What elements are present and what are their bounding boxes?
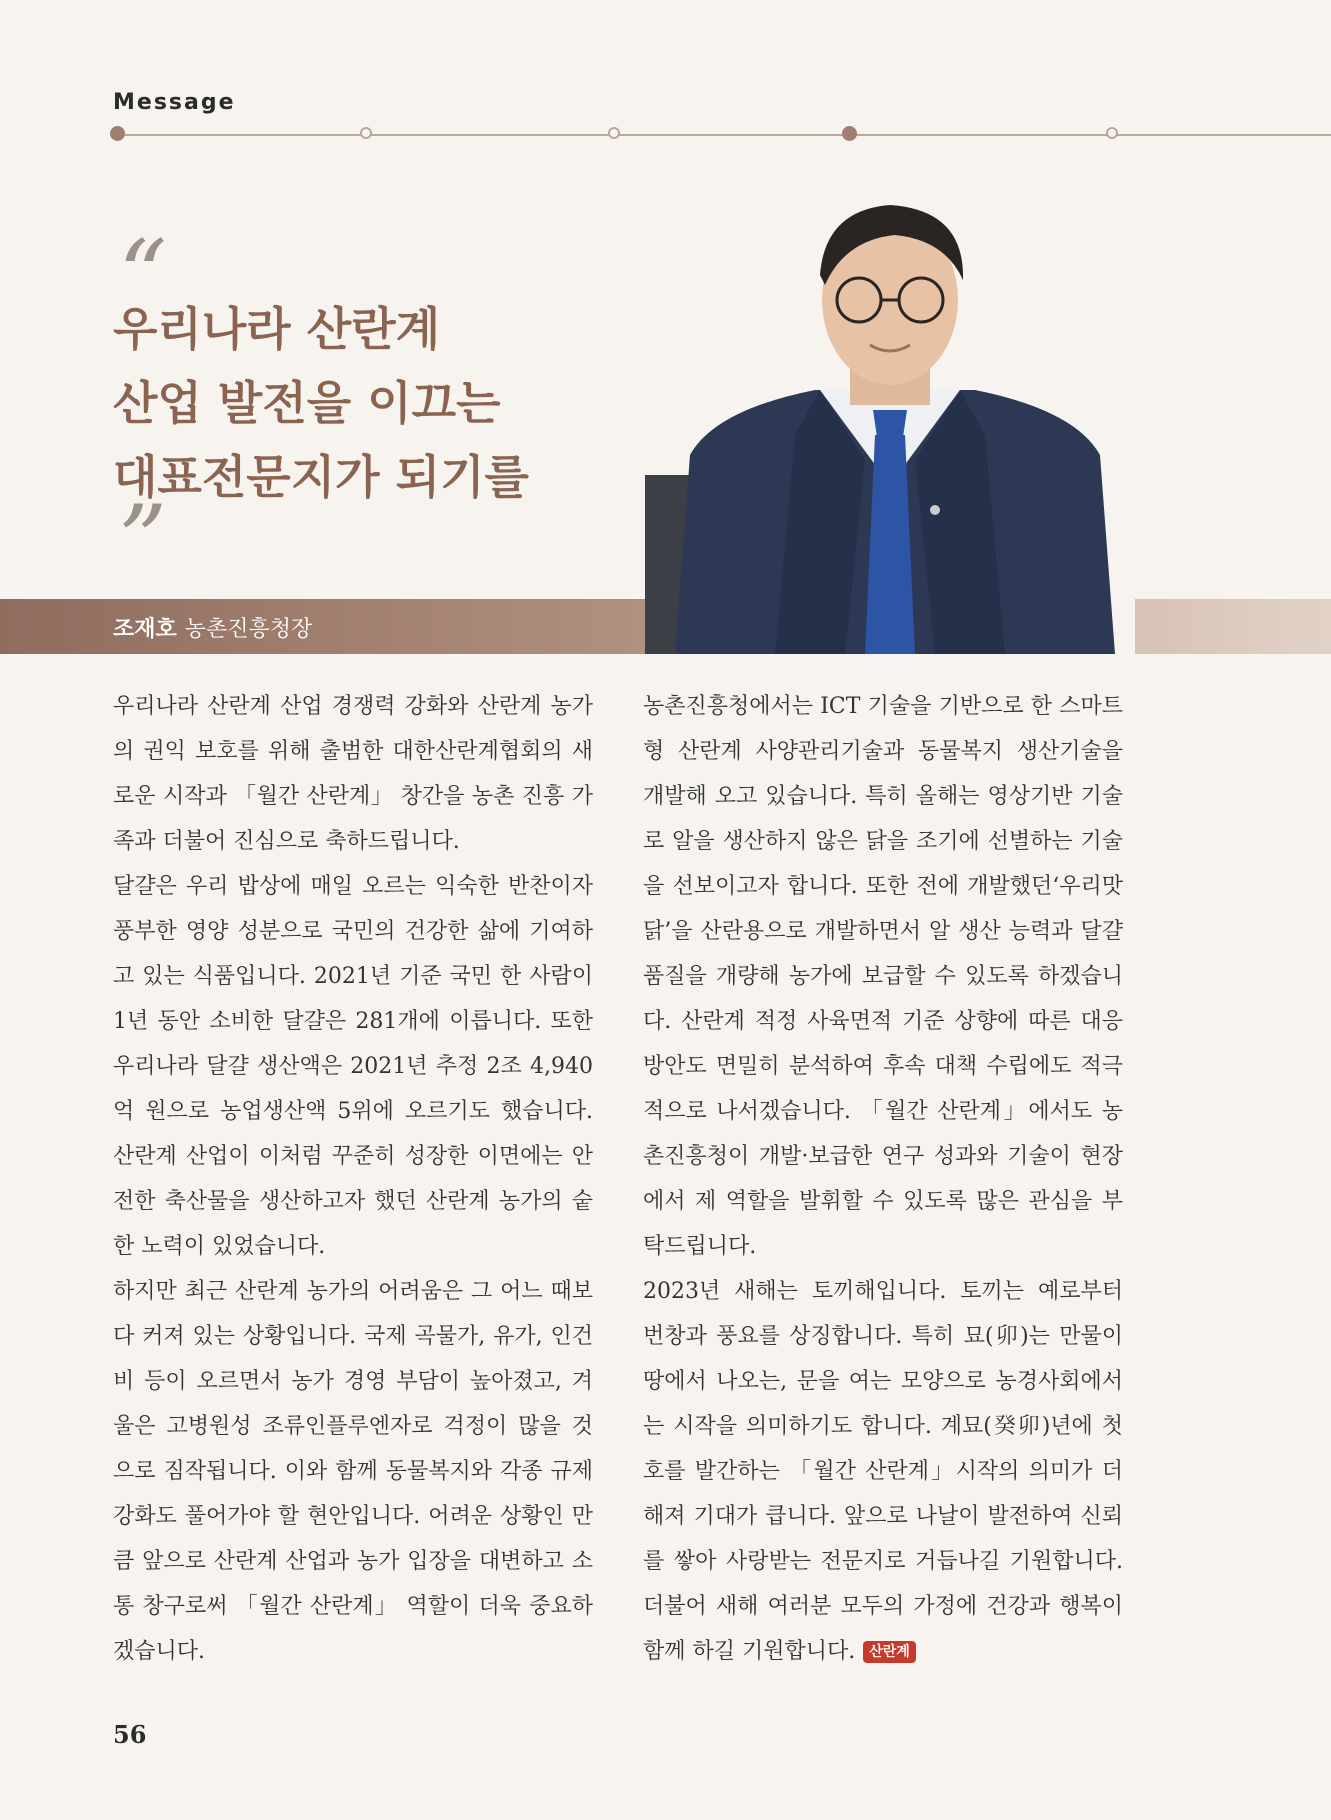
author-title: 농촌진흥청장	[184, 617, 313, 642]
portrait-illustration	[645, 205, 1135, 654]
author-portrait	[645, 205, 1135, 654]
headline	[113, 292, 673, 514]
divider-dot	[1106, 127, 1118, 139]
body-paragraph: 하지만 최근 산란계 농가의 어려움은 그 어느 때보다 커져 있는 상황입니다. 국제 곡물가, 유가, 인건비 등이 오르면서 농가 경영 부담이 높아졌고, 겨울은 고병원성 조류인플루엔자로 걱정이 많을 것으로 짐작됩니다. 이와 함께 동물복지와 각종 규제 강화도 풀어가야 할 현안입니다. 어려운 상황인 만큼 앞으로 산란계 산업과 농가 입장을 대변하고 소통 창구로써 「월간 산란계」 역할이 더욱 중요하겠습니다.	[113, 1279, 593, 1664]
body-paragraph-last	[643, 1269, 1123, 1674]
section-label: Message	[113, 90, 236, 115]
headline-line: 산업 발전을 이끄는	[113, 376, 501, 430]
headline-line: 우리나라 산란계	[113, 302, 441, 356]
author-band	[0, 599, 645, 654]
divider-line	[118, 134, 1331, 136]
divider-dot	[110, 126, 125, 141]
body-paragraph-text: 2023년 새해는 토끼해입니다. 토끼는 예로부터 번창과 풍요를 상징합니다. 특히 묘(卯)는 만물이 땅에서 나오는, 문을 여는 모양으로 농경사회에서는 시작을 의미하기도 합니다. 계묘(癸卯)년에 첫 호를 발간하는 「월간 산란계」시작의 의미가 더해져 기대가 큽니다. 앞으로 나날이 발전하여 신뢰를 쌓아 사랑받는 전문지로 거듭나길 기원합니다. 더불어 새해 여러분 모두의 가정에 건강과 행복이 함께 하길 기원합니다.	[643, 1279, 1123, 1664]
divider-dot	[842, 126, 857, 141]
divider-dot	[608, 127, 620, 139]
body-column-right	[643, 684, 1123, 1674]
body-paragraph: 우리나라 산란계 산업 경쟁력 강화와 산란계 농가의 권익 보호를 위해 출범한 대한산란계협회의 새로운 시작과 「월간 산란계」 창간을 농촌 진흥 가족과 더불어 진심으로 축하드립니다.	[113, 694, 593, 854]
author-name: 조재호	[113, 617, 177, 642]
page-number: 56	[113, 1720, 147, 1749]
close-quote-icon: ”	[118, 485, 168, 597]
body-paragraph: 농촌진흥청에서는 ICT 기술을 기반으로 한 스마트형 산란계 사양관리기술과 동물복지 생산기술을 개발해 오고 있습니다. 특히 올해는 영상기반 기술로 알을 생산하지 않은 닭을 조기에 선별하는 기술을 선보이고자 합니다. 또한 전에 개발했던‘우리맛닭’을 산란용으로 개발하면서 알 생산 능력과 달걀 품질을 개량해 농가에 보급할 수 있도록 하겠습니다. 산란계 적정 사육면적 기준 상향에 따른 대응 방안도 면밀히 분석하여 후속 대책 수립에도 적극적으로 나서겠습니다. 「월간 산란계」에서도 농촌진흥청이 개발·보급한 연구 성과와 기술이 현장에서 제 역할을 발휘할 수 있도록 많은 관심을 부탁드립니다.	[643, 694, 1123, 1259]
headline-line: 대표전문지가 되기를	[113, 450, 529, 504]
author-credit	[113, 612, 312, 643]
divider-dot	[360, 127, 372, 139]
photo-band	[1130, 599, 1331, 654]
body-paragraph: 달걀은 우리 밥상에 매일 오르는 익숙한 반찬이자 풍부한 영양 성분으로 국민의 건강한 삶에 기여하고 있는 식품입니다. 2021년 기준 국민 한 사람이 1년 동안 소비한 달걀은 281개에 이릅니다. 또한 우리나라 달걀 생산액은 2021년 추정 2조 4,940억 원으로 농업생산액 5위에 오르기도 했습니다. 산란계 산업이 이처럼 꾸준히 성장한 이면에는 안전한 축산물을 생산하고자 했던 산란계 농가의 숱한 노력이 있었습니다.	[113, 874, 593, 1259]
body-column-left	[113, 684, 593, 1674]
end-mark-logo: 산란계	[863, 1641, 916, 1663]
open-quote-icon: “	[118, 220, 168, 332]
